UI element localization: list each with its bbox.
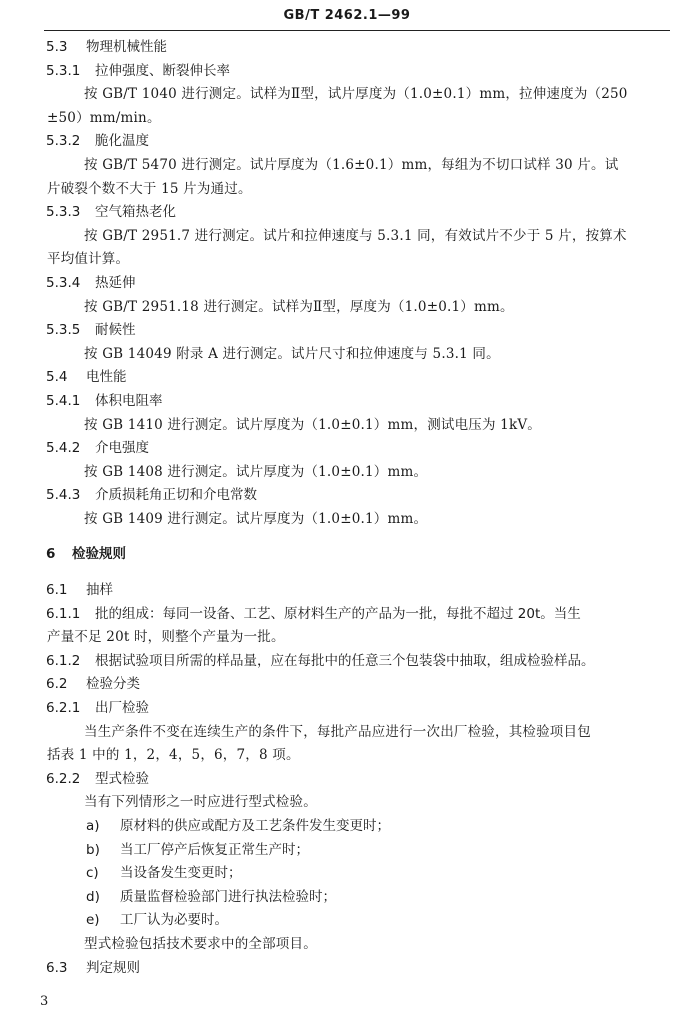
section-title: 检验分类	[86, 676, 140, 693]
section-title: 型式检验	[95, 770, 149, 787]
section-heading	[0, 768, 694, 792]
list-item	[0, 909, 694, 933]
section-title: 抽样	[86, 582, 113, 599]
section-heading	[0, 60, 694, 84]
paragraph-continuation-line: 平均值计算。	[47, 251, 130, 268]
section-number: 6.2	[46, 676, 68, 693]
document-body	[0, 36, 694, 980]
section-heading	[0, 130, 694, 154]
paragraph-line: 按 GB 1409 进行测定。试片厚度为（1.0±0.1）mm。	[84, 510, 428, 527]
section-number: 5.3.3	[46, 204, 81, 221]
list-item-label: b)	[86, 841, 100, 858]
section-heading	[0, 650, 694, 674]
section-heading	[0, 957, 694, 981]
section-heading	[0, 201, 694, 225]
section-heading	[0, 390, 694, 414]
section-title: 批的组成：每同一设备、工艺、原材料生产的产品为一批，每批不超过 20t。当生	[95, 605, 581, 622]
list-item-text: 原材料的供应或配方及工艺条件发生变更时；	[120, 818, 390, 834]
paragraph-continuation-line: 产量不足 20t 时，则整个产量为一批。	[47, 629, 285, 646]
chapter-heading	[0, 543, 694, 567]
paragraph-line: 当生产条件不变在连续生产的条件下，每批产品应进行一次出厂检验，其检验项目包	[84, 723, 591, 740]
section-heading	[0, 437, 694, 461]
page-number: 3	[40, 994, 49, 1009]
list-item-label: d)	[86, 888, 100, 905]
paragraph-line: 按 GB/T 2951.18 进行测定。试样为Ⅱ型，厚度为（1.0±0.1）mm。	[84, 298, 514, 315]
section-number: 6.2.2	[46, 770, 81, 787]
paragraph-line: 当有下列情形之一时应进行型式检验。	[84, 794, 317, 811]
paragraph-line: 按 GB 1408 进行测定。试片厚度为（1.0±0.1）mm。	[84, 463, 428, 480]
section-title: 介质损耗角正切和介电常数	[95, 487, 257, 504]
section-number: 5.3.5	[46, 322, 81, 339]
list-item-label: a)	[86, 818, 100, 834]
list-item-text: 质量监督检验部门进行执法检验时；	[120, 888, 336, 905]
list-item-text: 当设备发生变更时；	[120, 865, 242, 882]
section-title: 热延伸	[95, 274, 136, 291]
page-header-standard-number: GB/T 2462.1—99	[283, 8, 411, 23]
section-number: 5.3.4	[46, 274, 81, 291]
section-title: 出厂检验	[95, 700, 149, 717]
list-item	[0, 862, 694, 886]
paragraph-line: 按 GB 14049 附录 A 进行测定。试片尺寸和拉伸速度与 5.3.1 同。	[84, 345, 500, 362]
section-title: 判定规则	[86, 959, 140, 976]
list-item-label: c)	[86, 865, 99, 882]
list-item-text: 当工厂停产后恢复正常生产时；	[120, 841, 309, 858]
section-heading	[0, 366, 694, 390]
section-heading	[0, 36, 694, 60]
section-number: 6	[46, 546, 56, 563]
section-number: 5.4.3	[46, 487, 81, 504]
section-heading	[0, 484, 694, 508]
section-number: 5.3.1	[46, 62, 81, 79]
spacer	[0, 567, 694, 579]
section-title: 根据试验项目所需的样品量，应在每批中的任意三个包装袋中抽取，组成检验样品。	[95, 652, 595, 669]
paragraph-line: 按 GB/T 5470 进行测定。试片厚度为（1.6±0.1）mm，每组为不切口试样 30 片。试	[84, 156, 619, 173]
section-title: 物理机械性能	[86, 39, 167, 55]
list-item	[0, 815, 694, 839]
paragraph-line: 型式检验包括技术要求中的全部项目。	[84, 935, 317, 952]
section-number: 5.4	[46, 369, 68, 386]
section-title: 介电强度	[95, 440, 149, 457]
section-number: 6.1.2	[46, 652, 81, 669]
paragraph-line: 按 GB/T 1040 进行测定。试样为Ⅱ型，试片厚度为（1.0±0.1）mm，拉伸速度为（250	[84, 86, 628, 103]
section-number: 6.1.1	[46, 605, 81, 622]
section-heading	[0, 319, 694, 343]
section-number: 5.3.2	[46, 133, 81, 150]
section-heading	[0, 697, 694, 721]
header-rule	[44, 30, 670, 31]
section-number: 6.1	[46, 582, 68, 599]
section-heading	[0, 272, 694, 296]
section-title: 电性能	[86, 369, 127, 386]
section-title: 检验规则	[72, 546, 126, 563]
list-item-label: e)	[86, 912, 100, 929]
paragraph-continuation-line: 片破裂个数不大于 15 片为通过。	[47, 180, 252, 197]
section-number: 5.3	[46, 39, 68, 55]
section-title: 空气箱热老化	[95, 204, 176, 221]
section-number: 5.4.1	[46, 392, 81, 409]
section-heading	[0, 673, 694, 697]
section-heading	[0, 603, 694, 627]
section-heading	[0, 579, 694, 603]
section-title: 拉伸强度、断裂伸长率	[95, 62, 230, 79]
paragraph-continuation-line: ±50）mm/min。	[47, 109, 161, 126]
paragraph-continuation-line: 括表 1 中的 1，2，4，5，6，7，8 项。	[47, 747, 300, 764]
section-title: 耐候性	[95, 322, 136, 339]
list-item	[0, 886, 694, 910]
paragraph-line: 按 GB 1410 进行测定。试片厚度为（1.0±0.1）mm，测试电压为 1kV。	[84, 416, 541, 433]
section-number: 6.3	[46, 959, 68, 976]
section-number: 5.4.2	[46, 440, 81, 457]
list-item-text: 工厂认为必要时。	[120, 912, 228, 929]
paragraph-line: 按 GB/T 2951.7 进行测定。试片和拉伸速度与 5.3.1 同，有效试片不少于 5 片，按算术	[84, 227, 627, 244]
spacer	[0, 531, 694, 543]
section-title: 脆化温度	[95, 133, 149, 150]
section-number: 6.2.1	[46, 700, 81, 717]
section-title: 体积电阻率	[95, 392, 163, 409]
list-item	[0, 839, 694, 863]
